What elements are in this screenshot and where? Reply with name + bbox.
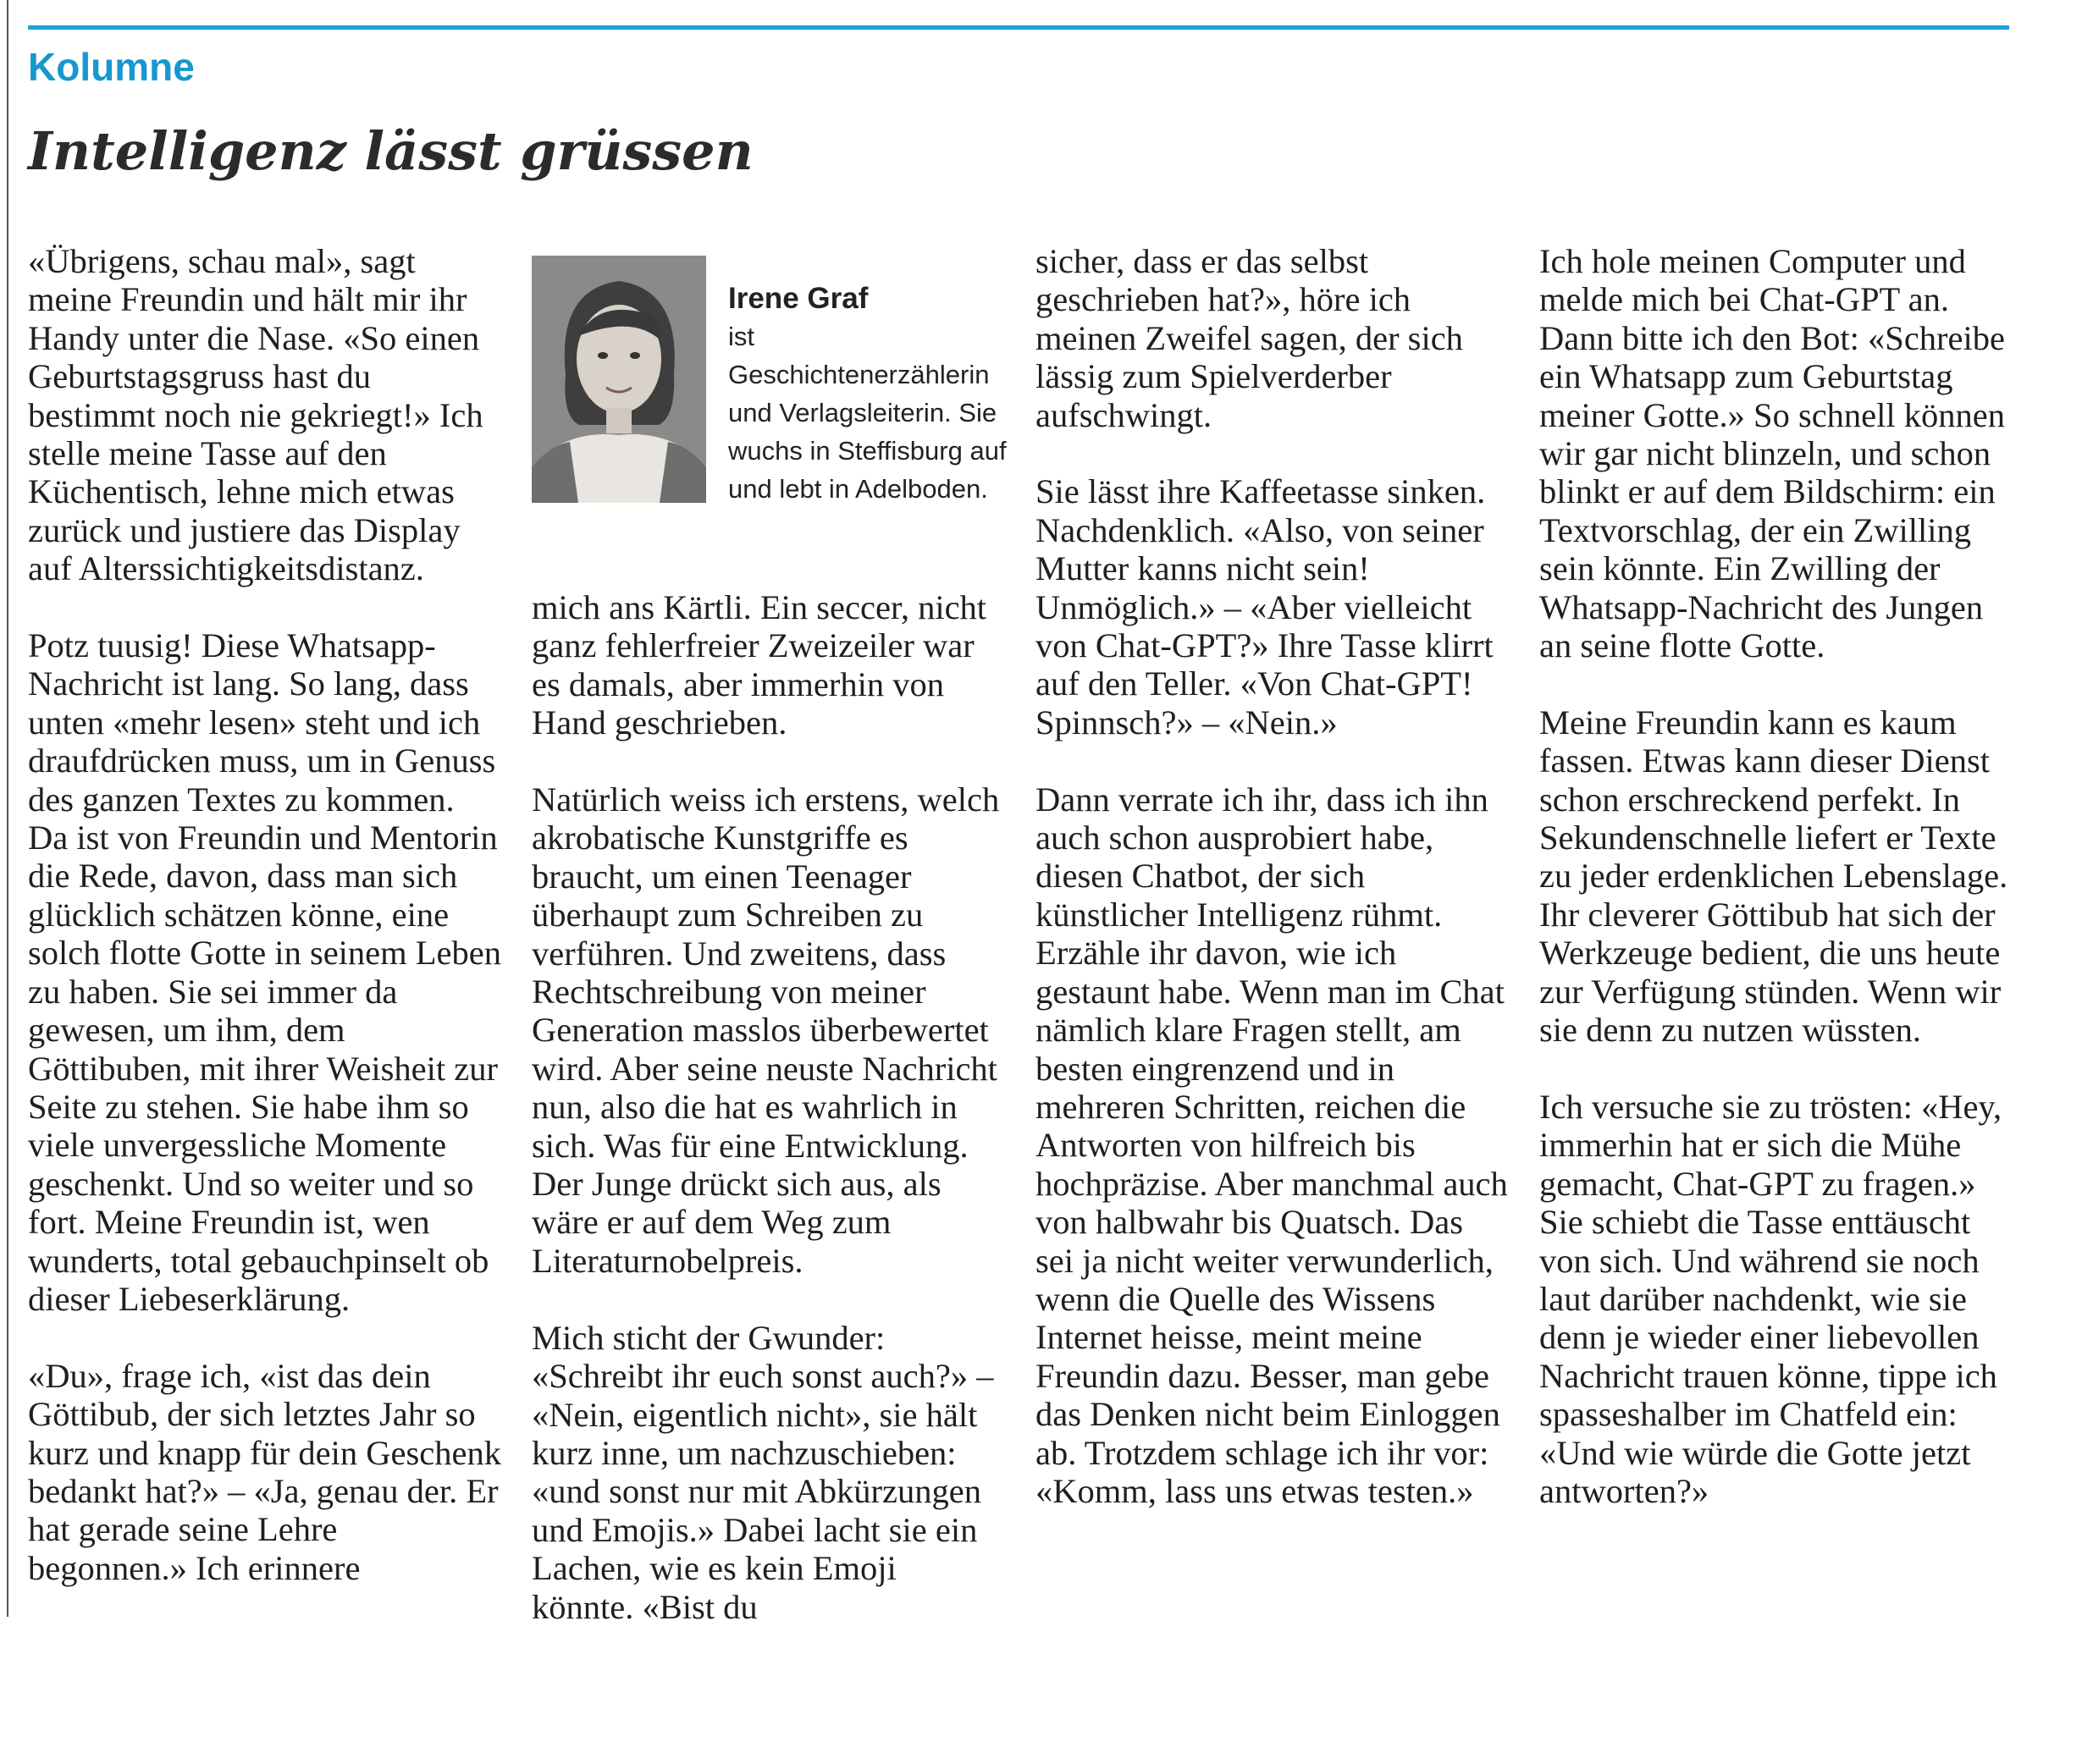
author-portrait bbox=[532, 256, 706, 503]
paragraph: Ich hole meinen Computer und melde mich bei Chat-GPT an. Dann bitte ich den Bot: «Schreibe ein Whatsapp zum Geburtstag meiner Gotte.» So schnell können wir gar nicht blinzeln, und schon blinkt er auf dem Bildschirm: ein Textvorschlag, der ein Zwilling sein könnte. Ein Zwilling der Whatsapp-Nachricht des Jungen an seine flotte Gotte. bbox=[1539, 242, 2006, 665]
paragraph: mich ans Kärtli. Ein seccer, nicht ganz fehlerfreier Zweizeiler war es damals, aber immerhin von Hand geschrieben. bbox=[532, 588, 987, 742]
article-column-3 bbox=[1035, 242, 1510, 1510]
author-bio bbox=[728, 279, 1033, 508]
paragraph: Dann verrate ich ihr, dass ich ihn auch schon ausprobiert habe, diesen Chatbot, der sich künstlicher Intelligenz rühmt. Erzähle ihr davon, wie ich gestaunt habe. Wenn man im Chat nämlich klare Fragen stellt, am besten eingrenzend und in mehreren Schritten, reichen die Antworten von hilfreich bis hochpräzise. Aber manchmal auch von halbwahr bis Quatsch. Das sei ja nicht weiter verwunderlich, wenn die Quelle des Wissens Internet heisse, meint meine Freundin dazu. Besser, man gebe das Denken nicht beim Einloggen ab. Trotzdem schlage ich ihr vor: «Komm, lass uns etwas testen.» bbox=[1035, 780, 1508, 1510]
paragraph: Sie lässt ihre Kaffeetasse sinken. Nachdenklich. «Also, von seiner Mutter kanns nicht sein! Unmöglich.» – «Aber vielleicht von Chat-GPT?» Ihre Tasse klirrt auf den Teller. «Von Chat-GPT! Spinnsch?» – «Nein.» bbox=[1035, 472, 1494, 741]
author-name: Irene Graf bbox=[728, 282, 869, 315]
article-column-2 bbox=[532, 588, 1006, 1626]
paragraph: Potz tuusig! Diese Whatsapp-Nachricht ist lang. So lang, dass unten «mehr lesen» steht und ich draufdrücken muss, um in Genuss des ganzen Textes zu kommen. Da ist von Freundin und Mentorin die Rede, davon, dass man sich glücklich schätzen könne, eine solch flotte Gotte in seinem Leben zu haben. Sie sei immer da gewesen, um ihm, dem Göttibuben, mit ihrer Weisheit zur Seite zu stehen. Sie habe ihm so viele unvergessliche Momente geschenkt. Und so weiter und so fort. Meine Freundin ist, wen wunderts, total gebauchpinselt ob dieser Liebeserklärung. bbox=[28, 626, 501, 1318]
author-bio-line: wuchs in Steffisburg auf bbox=[728, 436, 1007, 466]
paragraph: Natürlich weiss ich erstens, welch akrobatische Kunstgriffe es braucht, um einen Teenager überhaupt zum Schreiben zu verführen. Und zweitens, dass Rechtschreibung von meiner Generation masslos überbewertet wird. Aber seine neuste Nachricht nun, also die hat es wahrlich in sich. Was für eine Entwicklung. Der Junge drückt sich aus, als wäre er auf dem Weg zum Literaturnobelpreis. bbox=[532, 780, 1000, 1280]
section-top-rule bbox=[28, 25, 2009, 30]
paragraph: sicher, dass er das selbst geschrieben hat?», höre ich meinen Zweifel sagen, der sich lässig zum Spielverderber aufschwingt. bbox=[1035, 242, 1463, 434]
headline: Intelligenz lässt grüssen bbox=[28, 120, 754, 182]
left-margin-rule bbox=[7, 0, 8, 1617]
section-label: Kolumne bbox=[28, 45, 195, 89]
paragraph: Ich versuche sie zu trösten: «Hey, immerhin hat er sich die Mühe gemacht, Chat-GPT zu fragen.» Sie schiebt die Tasse enttäuscht von sich. Und während sie noch laut darüber nachdenkt, wie sie denn je wieder einer liebevollen Nachricht trauen könne, tippe ich spasseshalber im Chatfeld ein: «Und wie würde die Gotte jetzt antworten?» bbox=[1539, 1087, 2002, 1510]
author-bio-line: ist bbox=[728, 322, 754, 351]
paragraph: Meine Freundin kann es kaum fassen. Etwas kann dieser Dienst schon erschreckend perfekt. In Sekundenschnelle liefert er Texte zu jeder erdenklichen Lebenslage. Ihr cleverer Göttibub hat sich der Werkzeuge bedient, die uns heute zur Verfügung stünden. Wenn wir sie denn zu nutzen wüssten. bbox=[1539, 703, 2008, 1050]
author-bio-line: und lebt in Adelboden. bbox=[728, 474, 988, 504]
paragraph: «Übrigens, schau mal», sagt meine Freundin und hält mir ihr Handy unter die Nase. «So einen Geburtstagsgruss hast du bestimmt noch nie gekriegt!» Ich stelle meine Tasse auf den Küchentisch, lehne mich etwas zurück und justiere das Display auf Alterssichtigkeitsdistanz. bbox=[28, 242, 483, 588]
author-box bbox=[532, 256, 1040, 510]
article-column-1 bbox=[28, 242, 502, 1587]
author-bio-line: Geschichtenerzählerin bbox=[728, 360, 990, 389]
article-column-4 bbox=[1539, 242, 2013, 1510]
author-bio-line: und Verlagsleiterin. Sie bbox=[728, 398, 997, 427]
paragraph: Mich sticht der Gwunder: «Schreibt ihr euch sonst auch?» – «Nein, eigentlich nicht», sie hält kurz inne, um nachzuschieben: «und sonst nur mit Abkürzungen und Emojis.» Dabei lacht sie ein Lachen, wie es kein Emoji könnte. «Bist du bbox=[532, 1318, 994, 1626]
paragraph: «Du», frage ich, «ist das dein Göttibub, der sich letztes Jahr so kurz und knapp für dein Geschenk bedankt hat?» – «Ja, genau der. Er hat gerade seine Lehre begonnen.» Ich erinnere bbox=[28, 1356, 501, 1587]
